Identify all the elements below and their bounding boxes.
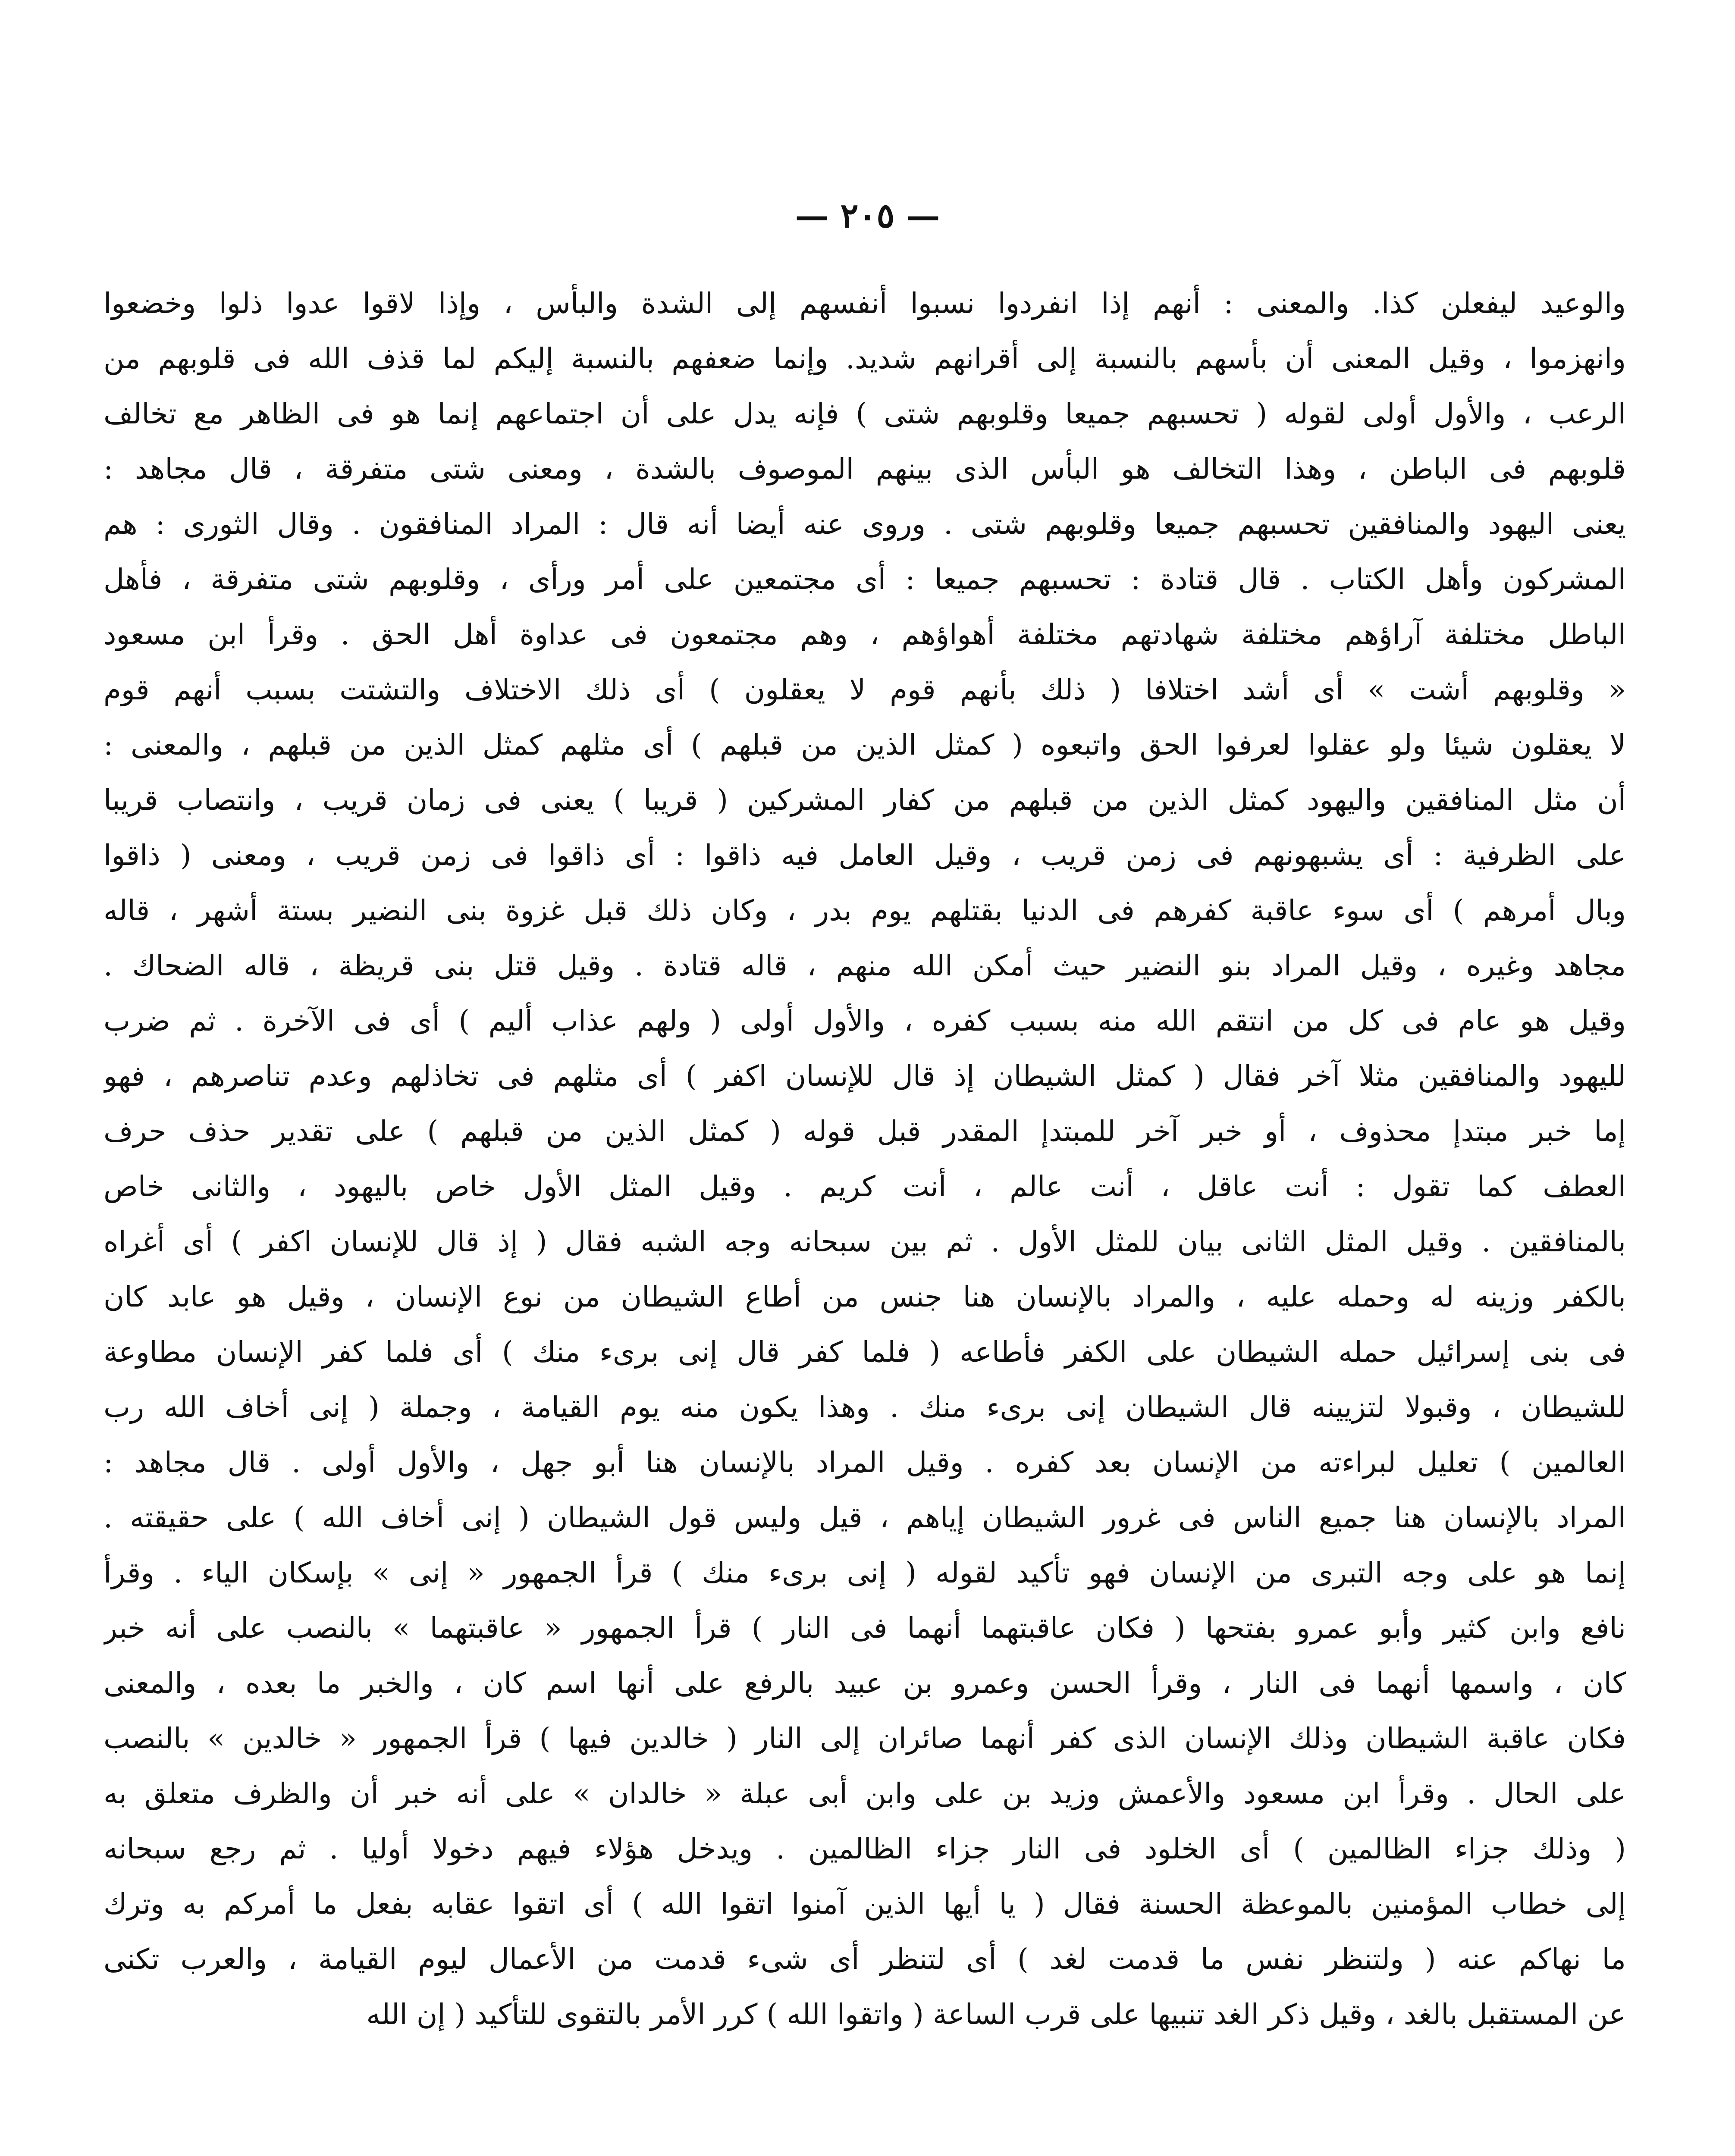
text-line: إنما هو على وجه التبرى من الإنسان فهو تأكيد لقوله ( إنى برىء منك ) قرأ الجمهور « إنى » بإسكان الياء . وقرأ: [104, 1556, 1626, 1589]
text-line: « وقلوبهم أشت » أى أشد اختلافا ( ذلك بأنهم قوم لا يعقلون ) أى ذلك الاختلاف والتشتت بسبب أنهم قوم: [104, 673, 1626, 706]
text-line: للشيطان ، وقبولا لتزيينه قال الشيطان إنى برىء منك . وهذا يكون منه يوم القيامة ، وجملة ( إنى أخاف الله رب: [104, 1391, 1626, 1424]
text-line: وبال أمرهم ) أى سوء عاقبة كفرهم فى الدنيا بقتلهم يوم بدر ، وكان ذلك قبل غزوة بنى النضير بستة أشهر ، قاله: [104, 894, 1626, 927]
text-line: مجاهد وغيره ، وقيل المراد بنو النضير حيث أمكن الله منهم ، قاله قتادة . وقيل قتل بنى قريظة ، قاله الضحاك .: [104, 949, 1626, 982]
text-line: بالمنافقين . وقيل المثل الثانى بيان للمثل الأول . ثم بين سبحانه وجه الشبه فقال ( إذ قال للإنسان اكفر ) أى أغراه: [104, 1225, 1626, 1258]
text-line: قلوبهم فى الباطن ، وهذا التخالف هو البأس الذى بينهم الموصوف بالشدة ، ومعنى شتى متفرقة ، قال مجاهد :: [104, 452, 1626, 486]
text-line: الرعب ، والأول أولى لقوله ( تحسبهم جميعا وقلوبهم شتى ) فإنه يدل على أن اجتماعهم إنما هو فى الظاهر مع تخالف: [104, 397, 1626, 430]
text-line: يعنى اليهود والمنافقين تحسبهم جميعا وقلوبهم شتى . وروى عنه أيضا أنه قال : المراد المنافقون . وقال الثورى : هم: [104, 508, 1626, 541]
text-line: فى بنى إسرائيل حمله الشيطان على الكفر فأطاعه ( فلما كفر قال إنى برىء منك ) أى فلما كفر الإنسان مطاوعة: [104, 1335, 1626, 1369]
text-line: على الحال . وقرأ ابن مسعود والأعمش وزيد بن على وابن أبى عبلة « خالدان » على أنه خبر أن والظرف متعلق به: [104, 1777, 1626, 1810]
text-line: وانهزموا ، وقيل المعنى أن بأسهم بالنسبة إلى أقرانهم شديد. وإنما ضعفهم بالنسبة إليكم لما قذف الله فى قلوبهم من: [104, 342, 1626, 375]
text-line: عن المستقبل بالغد ، وقيل ذكر الغد تنبيها على قرب الساعة ( واتقوا الله ) كرر الأمر بالتقوى للتأكيد ( إن الله: [366, 1998, 1626, 2031]
text-line: والوعيد ليفعلن كذا. والمعنى : أنهم إذا انفردوا نسبوا أنفسهم إلى الشدة والبأس ، وإذا لاقوا عدوا ذلوا وخضعوا: [104, 287, 1626, 320]
text-line: على الظرفية : أى يشبهونهم فى زمن قريب ، وقيل العامل فيه ذاقوا : أى ذاقوا فى زمن قريب ، ومعنى ( ذاقوا: [104, 839, 1626, 872]
text-line: لليهود والمنافقين مثلا آخر فقال ( كمثل الشيطان إذ قال للإنسان اكفر ) أى مثلهم فى تخاذلهم وعدم تناصرهم ، فهو: [104, 1059, 1626, 1093]
text-line: الباطل مختلفة آراؤهم مختلفة شهادتهم مختلفة أهواؤهم ، وهم مجتمعون فى عداوة أهل الحق . وقرأ ابن مسعود: [104, 618, 1626, 651]
text-line: نافع وابن كثير وأبو عمرو بفتحها ( فكان عاقبتهما أنهما فى النار ) قرأ الجمهور « عاقبتهما » بالنصب على أنه خبر: [104, 1611, 1626, 1645]
text-line: المراد بالإنسان هنا جميع الناس فى غرور الشيطان إياهم ، قيل وليس قول الشيطان ( إنى أخاف الله ) على حقيقته .: [104, 1501, 1626, 1534]
text-line: إما خبر مبتدإ محذوف ، أو خبر آخر للمبتدإ المقدر قبل قوله ( كمثل الذين من قبلهم ) على تقدير حذف حرف: [104, 1115, 1626, 1148]
text-line: لا يعقلون شيئا ولو عقلوا لعرفوا الحق واتبعوه ( كمثل الذين من قبلهم ) أى مثلهم كمثل الذين من قبلهم ، والمعنى :: [104, 728, 1626, 761]
text-line: بالكفر وزينه له وحمله عليه ، والمراد بالإنسان هنا جنس من أطاع الشيطان من نوع الإنسان ، وقيل هو عابد كان: [104, 1280, 1626, 1313]
text-line: ما نهاكم عنه ( ولتنظر نفس ما قدمت لغد ) أى لتنظر أى شىء قدمت من الأعمال ليوم القيامة ، والعرب تكنى: [104, 1943, 1626, 1976]
text-line: ( وذلك جزاء الظالمين ) أى الخلود فى النار جزاء الظالمين . ويدخل هؤلاء فيهم دخولا أوليا . ثم رجع سبحانه: [104, 1832, 1626, 1865]
page-number: — ٢٠٥ —: [795, 196, 940, 235]
text-line: أن مثل المنافقين واليهود كمثل الذين من قبلهم من كفار المشركين ( قريبا ) يعنى فى زمان قريب ، وانتصاب قريبا: [104, 783, 1626, 817]
text-line: وقيل هو عام فى كل من انتقم الله منه بسبب كفره ، والأول أولى ( ولهم عذاب أليم ) أى فى الآخرة . ثم ضرب: [104, 1004, 1626, 1037]
text-line: كان ، واسمها أنهما فى النار ، وقرأ الحسن وعمرو بن عبيد بالرفع على أنها اسم كان ، والخبر ما بعده ، والمعنى: [104, 1667, 1626, 1700]
text-line: فكان عاقبة الشيطان وذلك الإنسان الذى كفر أنهما صائران إلى النار ( خالدين فيها ) قرأ الجمهور « خالدين » بالنصب: [104, 1722, 1626, 1755]
text-line: المشركون وأهل الكتاب . قال قتادة : تحسبهم جميعا : أى مجتمعين على أمر ورأى ، وقلوبهم شتى متفرقة ، فأهل: [104, 563, 1626, 596]
text-line: العالمين ) تعليل لبراءته من الإنسان بعد كفره . وقيل المراد بالإنسان هنا أبو جهل ، والأول أولى . قال مجاهد :: [104, 1446, 1626, 1479]
body-text: [104, 276, 1626, 2042]
text-line: إلى خطاب المؤمنين بالموعظة الحسنة فقال ( يا أيها الذين آمنوا اتقوا الله ) أى اتقوا عقابه بفعل ما أمركم به وترك: [104, 1887, 1626, 1921]
text-line: العطف كما تقول : أنت عاقل ، أنت عالم ، أنت كريم . وقيل المثل الأول خاص باليهود ، والثانى خاص: [104, 1170, 1626, 1203]
